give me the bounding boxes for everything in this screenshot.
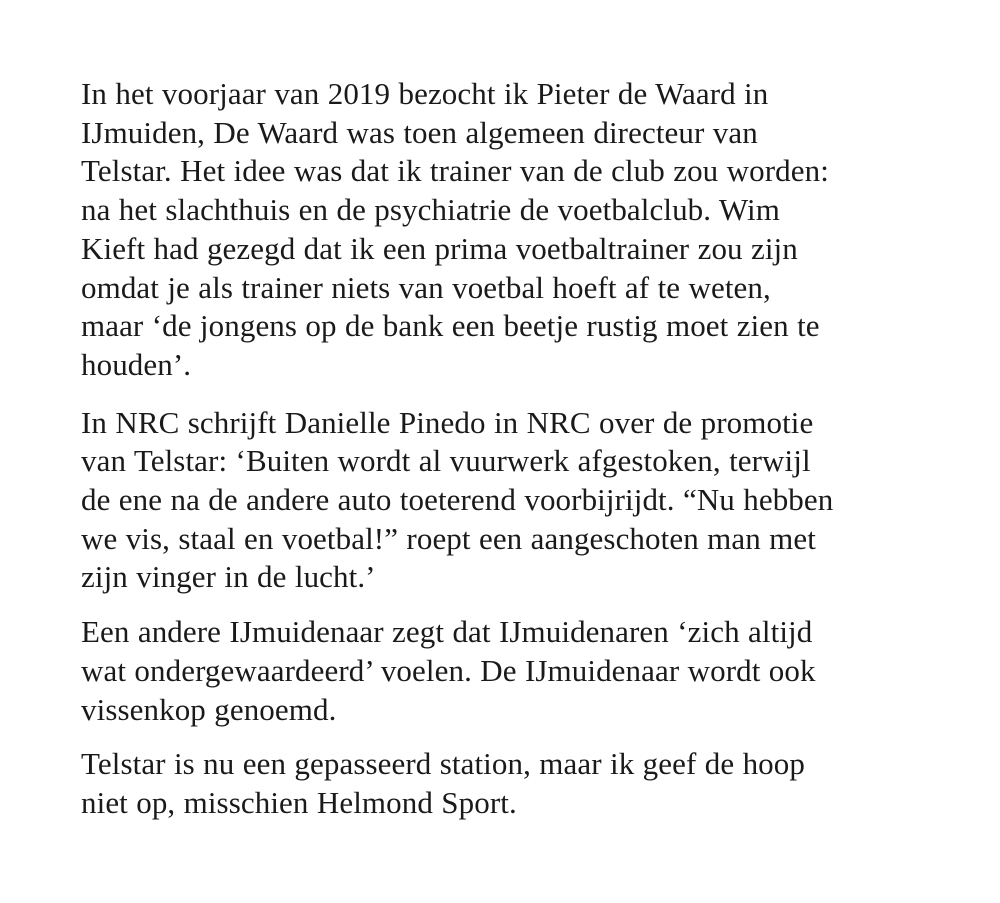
text-line: na het slachthuis en de psychiatrie de voetbalclub. Wim — [81, 192, 780, 228]
paragraph-telstar-visit — [81, 75, 961, 385]
text-line: Kieft had gezegd dat ik een prima voetbaltrainer zou zijn — [81, 230, 798, 266]
text-line: van Telstar: ‘Buiten wordt al vuurwerk afgestoken, terwijl — [81, 443, 811, 479]
text-line: Telstar. Het idee was dat ik trainer van de club zou worden: — [81, 153, 829, 189]
paragraph-ijmuidenaar — [81, 613, 961, 729]
text-line: In het voorjaar van 2019 bezocht ik Pieter de Waard in — [81, 76, 769, 111]
text-line: niet op, misschien Helmond Sport. — [81, 784, 517, 820]
paragraph-nrc-quote — [81, 404, 961, 598]
text-line: Telstar is nu een gepasseerd station, maar ik geef de hoop — [81, 746, 805, 782]
document-body — [81, 75, 961, 823]
text-line: wat ondergewaardeerd’ voelen. De IJmuidenaar wordt ook — [81, 652, 816, 688]
text-line: maar ‘de jongens op de bank een beetje rustig moet zien te — [81, 308, 820, 344]
text-line: zijn vinger in de lucht.’ — [81, 559, 376, 595]
text-line: we vis, staal en voetbal!” roept een aangeschoten man met — [81, 520, 816, 556]
text-line: Een andere IJmuidenaar zegt dat IJmuidenaren ‘zich altijd — [81, 614, 813, 650]
text-line: de ene na de andere auto toeterend voorbijrijdt. “Nu hebben — [81, 482, 834, 518]
text-line: IJmuiden, De Waard was toen algemeen directeur van — [81, 114, 758, 150]
paragraph-helmond-sport — [81, 745, 961, 822]
text-line: omdat je als trainer niets van voetbal hoeft af te weten, — [81, 269, 771, 305]
text-line: houden’. — [81, 346, 192, 382]
text-line: vissenkop genoemd. — [81, 691, 337, 727]
text-line: In NRC schrijft Danielle Pinedo in NRC over de promotie — [81, 404, 814, 440]
